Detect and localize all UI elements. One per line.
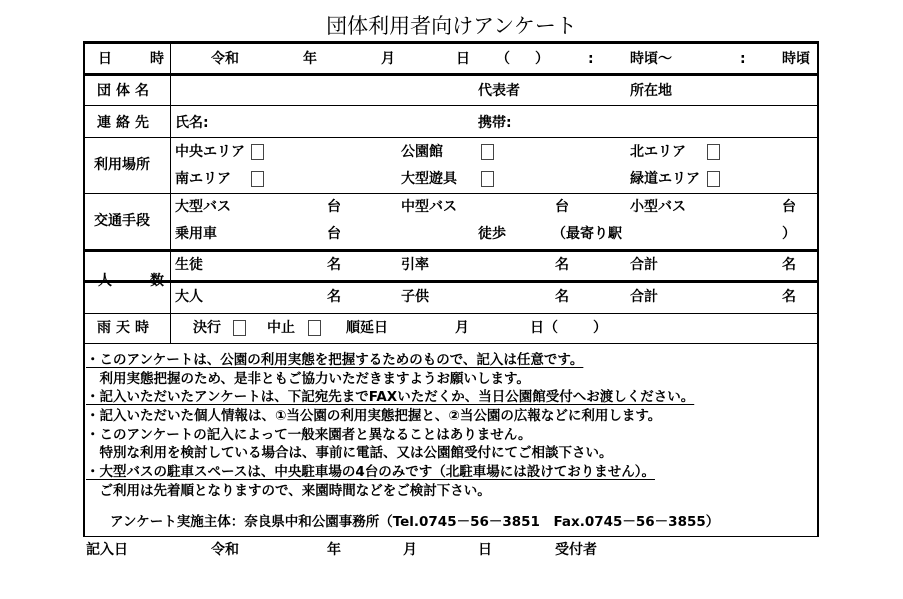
medium-bus-label: 中型バス [401,199,457,215]
representative-label[interactable]: 代表者 [478,83,520,99]
students-label: 生徒 [175,257,203,273]
checkbox-large-playground[interactable] [481,171,494,187]
note-line: 利用実態把握のため、是非ともご協力いただきますようお願いします。 [86,371,530,387]
checkbox-central[interactable] [251,144,264,160]
total-label: 合計 [630,289,658,305]
entry-date-label: 記入日 [86,542,128,558]
checkbox-park-hall[interactable] [481,144,494,160]
row-label-transport: 交通手段 [94,213,150,229]
table-border-left [83,41,85,537]
receiver-label[interactable]: 受付者 [555,542,597,558]
checkbox-rain-go[interactable] [233,320,246,336]
adults-label: 大人 [175,289,203,305]
nearest-station-field[interactable]: （最寄り駅 [552,226,622,242]
station-close: ） [782,226,796,242]
large-bus-label: 大型バス [175,199,231,215]
rain-go-label: 決行 [193,320,221,336]
place-south: 南エリア [175,171,231,187]
car-label: 乗用車 [175,226,217,242]
year-label[interactable]: 年 [303,51,317,67]
place-park-hall: 公園館 [401,144,443,160]
entry-era: 令和 [211,542,239,558]
rain-cancel-label: 中止 [267,320,295,336]
row-label-contact: 連絡先 [97,115,154,131]
children-count[interactable]: 名 [555,289,569,305]
note-line: ・このアンケートは、公園の利用実態を把握するためのもので、記入は任意です。 [86,352,584,368]
divider [83,280,818,283]
table-border-right [817,41,819,537]
checkbox-north[interactable] [707,144,720,160]
note-line: ・記入いただいた個人情報は、①当公園の利用実態把握と、②当公園の広報などに利用します。 [86,408,662,424]
form-title: 団体利用者向けアンケート [326,14,577,38]
weekday-close: ） [535,51,549,67]
time-to-label[interactable]: 時頃 [782,51,810,67]
note-line: 特別な利用を検討している場合は、事前に電話、又は公園館受付にてご相談下さい。 [86,445,613,461]
checkbox-south[interactable] [251,171,264,187]
address-label[interactable]: 所在地 [630,83,672,99]
entry-month[interactable]: 月 [403,542,417,558]
total-count[interactable]: 名 [782,257,796,273]
time-colon: : [740,51,746,67]
children-label: 子供 [401,289,429,305]
note-line: ご利用は先着順となりますので、来園時間などをご検討下さい。 [86,483,491,499]
table-border-bottom [83,536,818,537]
divider [83,193,818,194]
medium-bus-count[interactable]: 台 [555,199,569,215]
time-colon: : [588,51,594,67]
note-line: ・記入いただいたアンケートは、下記宛先までFAXいただくか、当日公園館受付へお渡しください。 [86,389,695,405]
small-bus-label: 小型バス [630,199,686,215]
leaders-label: 引率 [401,257,429,273]
note-line: ・このアンケートの記入によって一般来園者と異なることはありません。 [86,427,532,443]
era-label: 令和 [211,51,239,67]
place-central: 中央エリア [175,144,245,160]
row-label-group: 団体名 [97,83,154,99]
row-label-place: 利用場所 [94,157,150,173]
time-from-label[interactable]: 時頃～ [630,51,672,67]
entry-year[interactable]: 年 [327,542,341,558]
postpone-label: 順延日 [346,320,388,336]
place-large-playground: 大型遊具 [401,171,457,187]
total-label: 合計 [630,257,658,273]
divider [83,137,818,138]
walk-label: 徒歩 [478,226,506,242]
label-column-divider [170,41,171,344]
small-bus-count[interactable]: 台 [782,199,796,215]
car-count[interactable]: 台 [327,226,341,242]
divider [83,249,818,252]
checkbox-rain-cancel[interactable] [308,320,321,336]
divider [83,105,818,106]
divider [83,313,818,314]
contact-name-field[interactable]: 氏名: [175,115,209,131]
postpone-month[interactable]: 月 [455,320,469,336]
table-border-top [83,41,818,44]
mobile-field[interactable]: 携帯: [478,115,512,131]
weekday-open: （ [496,51,510,67]
organizer-contact: アンケート実施主体：奈良県中和公園事務所（Tel.0745－56－3851 Fax.0745－56－3855） [110,514,720,530]
row-label-people: 人 数 [98,273,176,289]
leaders-count[interactable]: 名 [555,257,569,273]
checkbox-green-path[interactable] [707,171,720,187]
postpone-day[interactable]: 日（ [530,320,558,336]
divider [83,73,818,76]
place-north: 北エリア [630,144,686,160]
total-count[interactable]: 名 [782,289,796,305]
entry-day[interactable]: 日 [478,542,492,558]
row-label-rain: 雨天時 [97,320,154,336]
note-line: ・大型バスの駐車スペースは、中央駐車場の4台のみです（北駐車場には設けておりません）。 [86,464,655,480]
row-label-datetime: 日 時 [98,51,176,67]
divider [83,343,818,344]
adults-count[interactable]: 名 [327,289,341,305]
place-green-path: 緑道エリア [630,171,700,187]
large-bus-count[interactable]: 台 [327,199,341,215]
students-count[interactable]: 名 [327,257,341,273]
day-label[interactable]: 日 [456,51,470,67]
month-label[interactable]: 月 [381,51,395,67]
postpone-close: ） [593,320,607,336]
